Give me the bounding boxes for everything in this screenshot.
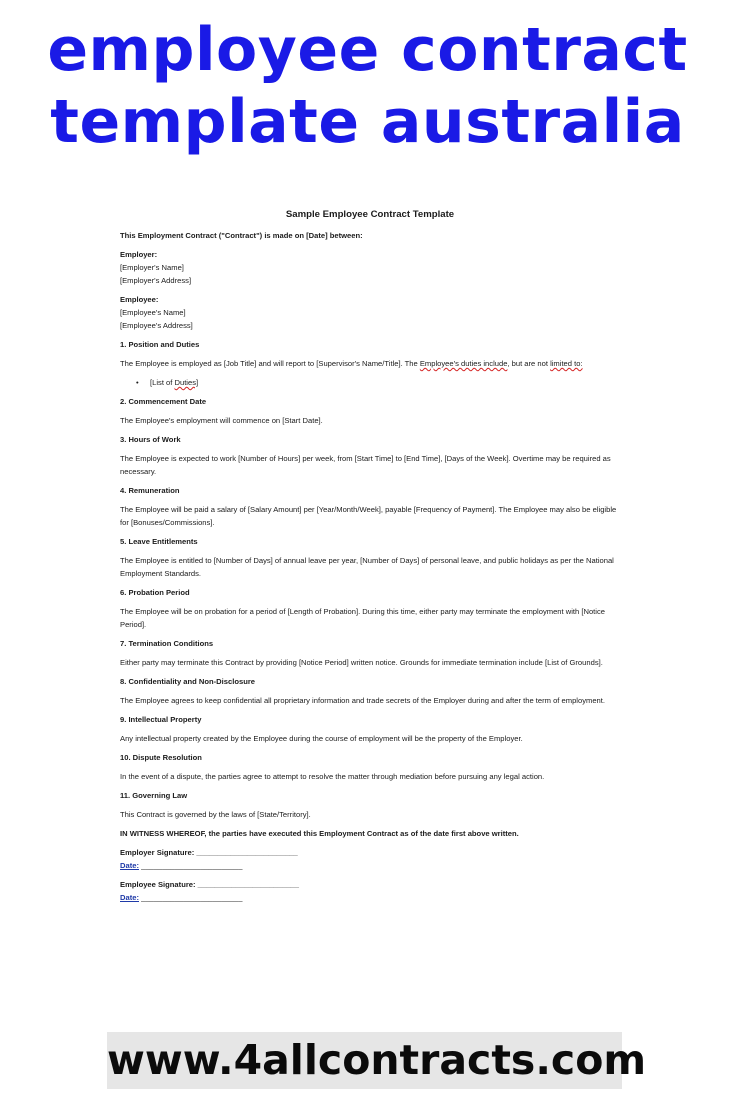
- section-body-text: , but are not: [507, 359, 551, 368]
- list-item-text: [List of: [150, 378, 175, 387]
- employee-date-line: [120, 891, 620, 904]
- section-body: The Employee's employment will commence on [Start Date].: [120, 416, 323, 425]
- employee-signature-line: Employee Signature: ________________________: [120, 880, 300, 889]
- employee-name: [Employee's Name]: [120, 308, 186, 317]
- section-heading: 6. Probation Period: [120, 588, 190, 597]
- footer-banner: [107, 1032, 647, 1089]
- intro-text: This Employment Contract ("Contract") is made on [Date] between:: [120, 231, 363, 240]
- section-heading: 1. Position and Duties: [120, 340, 200, 349]
- spellcheck-text: Duties]: [174, 378, 199, 387]
- document-title: Sample Employee Contract Template: [285, 209, 455, 220]
- section-body: The Employee agrees to keep confidential all proprietary information and trade secrets of the Employer during and after the term of employment.: [120, 696, 605, 705]
- section-body: Either party may terminate this Contract by providing [Notice Period] written notice. Grounds for immediate termination include [List of Grounds].: [120, 658, 603, 667]
- section-heading: 4. Remuneration: [120, 486, 180, 495]
- section-heading: 5. Leave Entitlements: [120, 537, 198, 546]
- bullet-icon: •: [136, 378, 139, 387]
- employer-address: [Employer's Address]: [120, 276, 192, 285]
- list-item: [120, 376, 620, 389]
- employer-name: [Employer's Name]: [120, 263, 184, 272]
- employee-label: Employee:: [120, 295, 159, 304]
- employee-address: [Employee's Address]: [120, 321, 193, 330]
- page-title: [0, 14, 735, 158]
- section-body: The Employee will be paid a salary of [Salary Amount] per [Year/Month/Week], payable [Frequency of Payment]. The Employee may also be eligible for [Bonuses/Commissions].: [120, 505, 617, 527]
- employer-date-line: [120, 859, 620, 872]
- spellcheck-text: Employee's duties include: [419, 359, 508, 368]
- date-label: Date:: [120, 893, 139, 902]
- section-heading: 3. Hours of Work: [120, 435, 181, 444]
- contract-document: [120, 208, 620, 904]
- section-body: The Employee is entitled to [Number of Days] of annual leave per year, [Number of Days] of personal leave, and public holidays as per the National Employment Standards.: [120, 556, 614, 578]
- spellcheck-text: limited to:: [550, 359, 583, 368]
- section-body: In the event of a dispute, the parties agree to attempt to resolve the matter through mediation before pursuing any legal action.: [120, 772, 545, 781]
- section-heading: 8. Confidentiality and Non-Disclosure: [120, 677, 256, 686]
- page-title-line-2: template australia: [50, 87, 685, 157]
- date-blank: ________________________: [139, 861, 243, 870]
- witness-clause: IN WITNESS WHEREOF, the parties have executed this Employment Contract as of the date first above written.: [120, 829, 519, 838]
- website-url: www.4allcontracts.com: [107, 1036, 647, 1084]
- section-heading: 10. Dispute Resolution: [120, 753, 202, 762]
- employer-signature-line: Employer Signature: ________________________: [120, 848, 298, 857]
- section-body: The Employee is expected to work [Number of Hours] per week, from [Start Time] to [End Time], [Days of the Week]. Overtime may be required as necessary.: [120, 454, 611, 476]
- page-title-line-1: employee contract: [47, 15, 688, 85]
- date-blank: ________________________: [139, 893, 243, 902]
- section-body: This Contract is governed by the laws of [State/Territory].: [120, 810, 311, 819]
- employer-label: Employer:: [120, 250, 158, 259]
- section-heading: 9. Intellectual Property: [120, 715, 202, 724]
- section-heading: 7. Termination Conditions: [120, 639, 214, 648]
- date-label: Date:: [120, 861, 139, 870]
- section-body-text: The Employee is employed as [Job Title] and will report to [Supervisor's Name/Title]. The: [120, 359, 420, 368]
- section-heading: 11. Governing Law: [120, 791, 188, 800]
- section-body: [120, 357, 620, 370]
- section-body: The Employee will be on probation for a period of [Length of Probation]. During this time, either party may terminate the employment with [Notice Period].: [120, 607, 605, 629]
- section-heading: 2. Commencement Date: [120, 397, 207, 406]
- section-body: Any intellectual property created by the Employee during the course of employment will be the property of the Employer.: [120, 734, 523, 743]
